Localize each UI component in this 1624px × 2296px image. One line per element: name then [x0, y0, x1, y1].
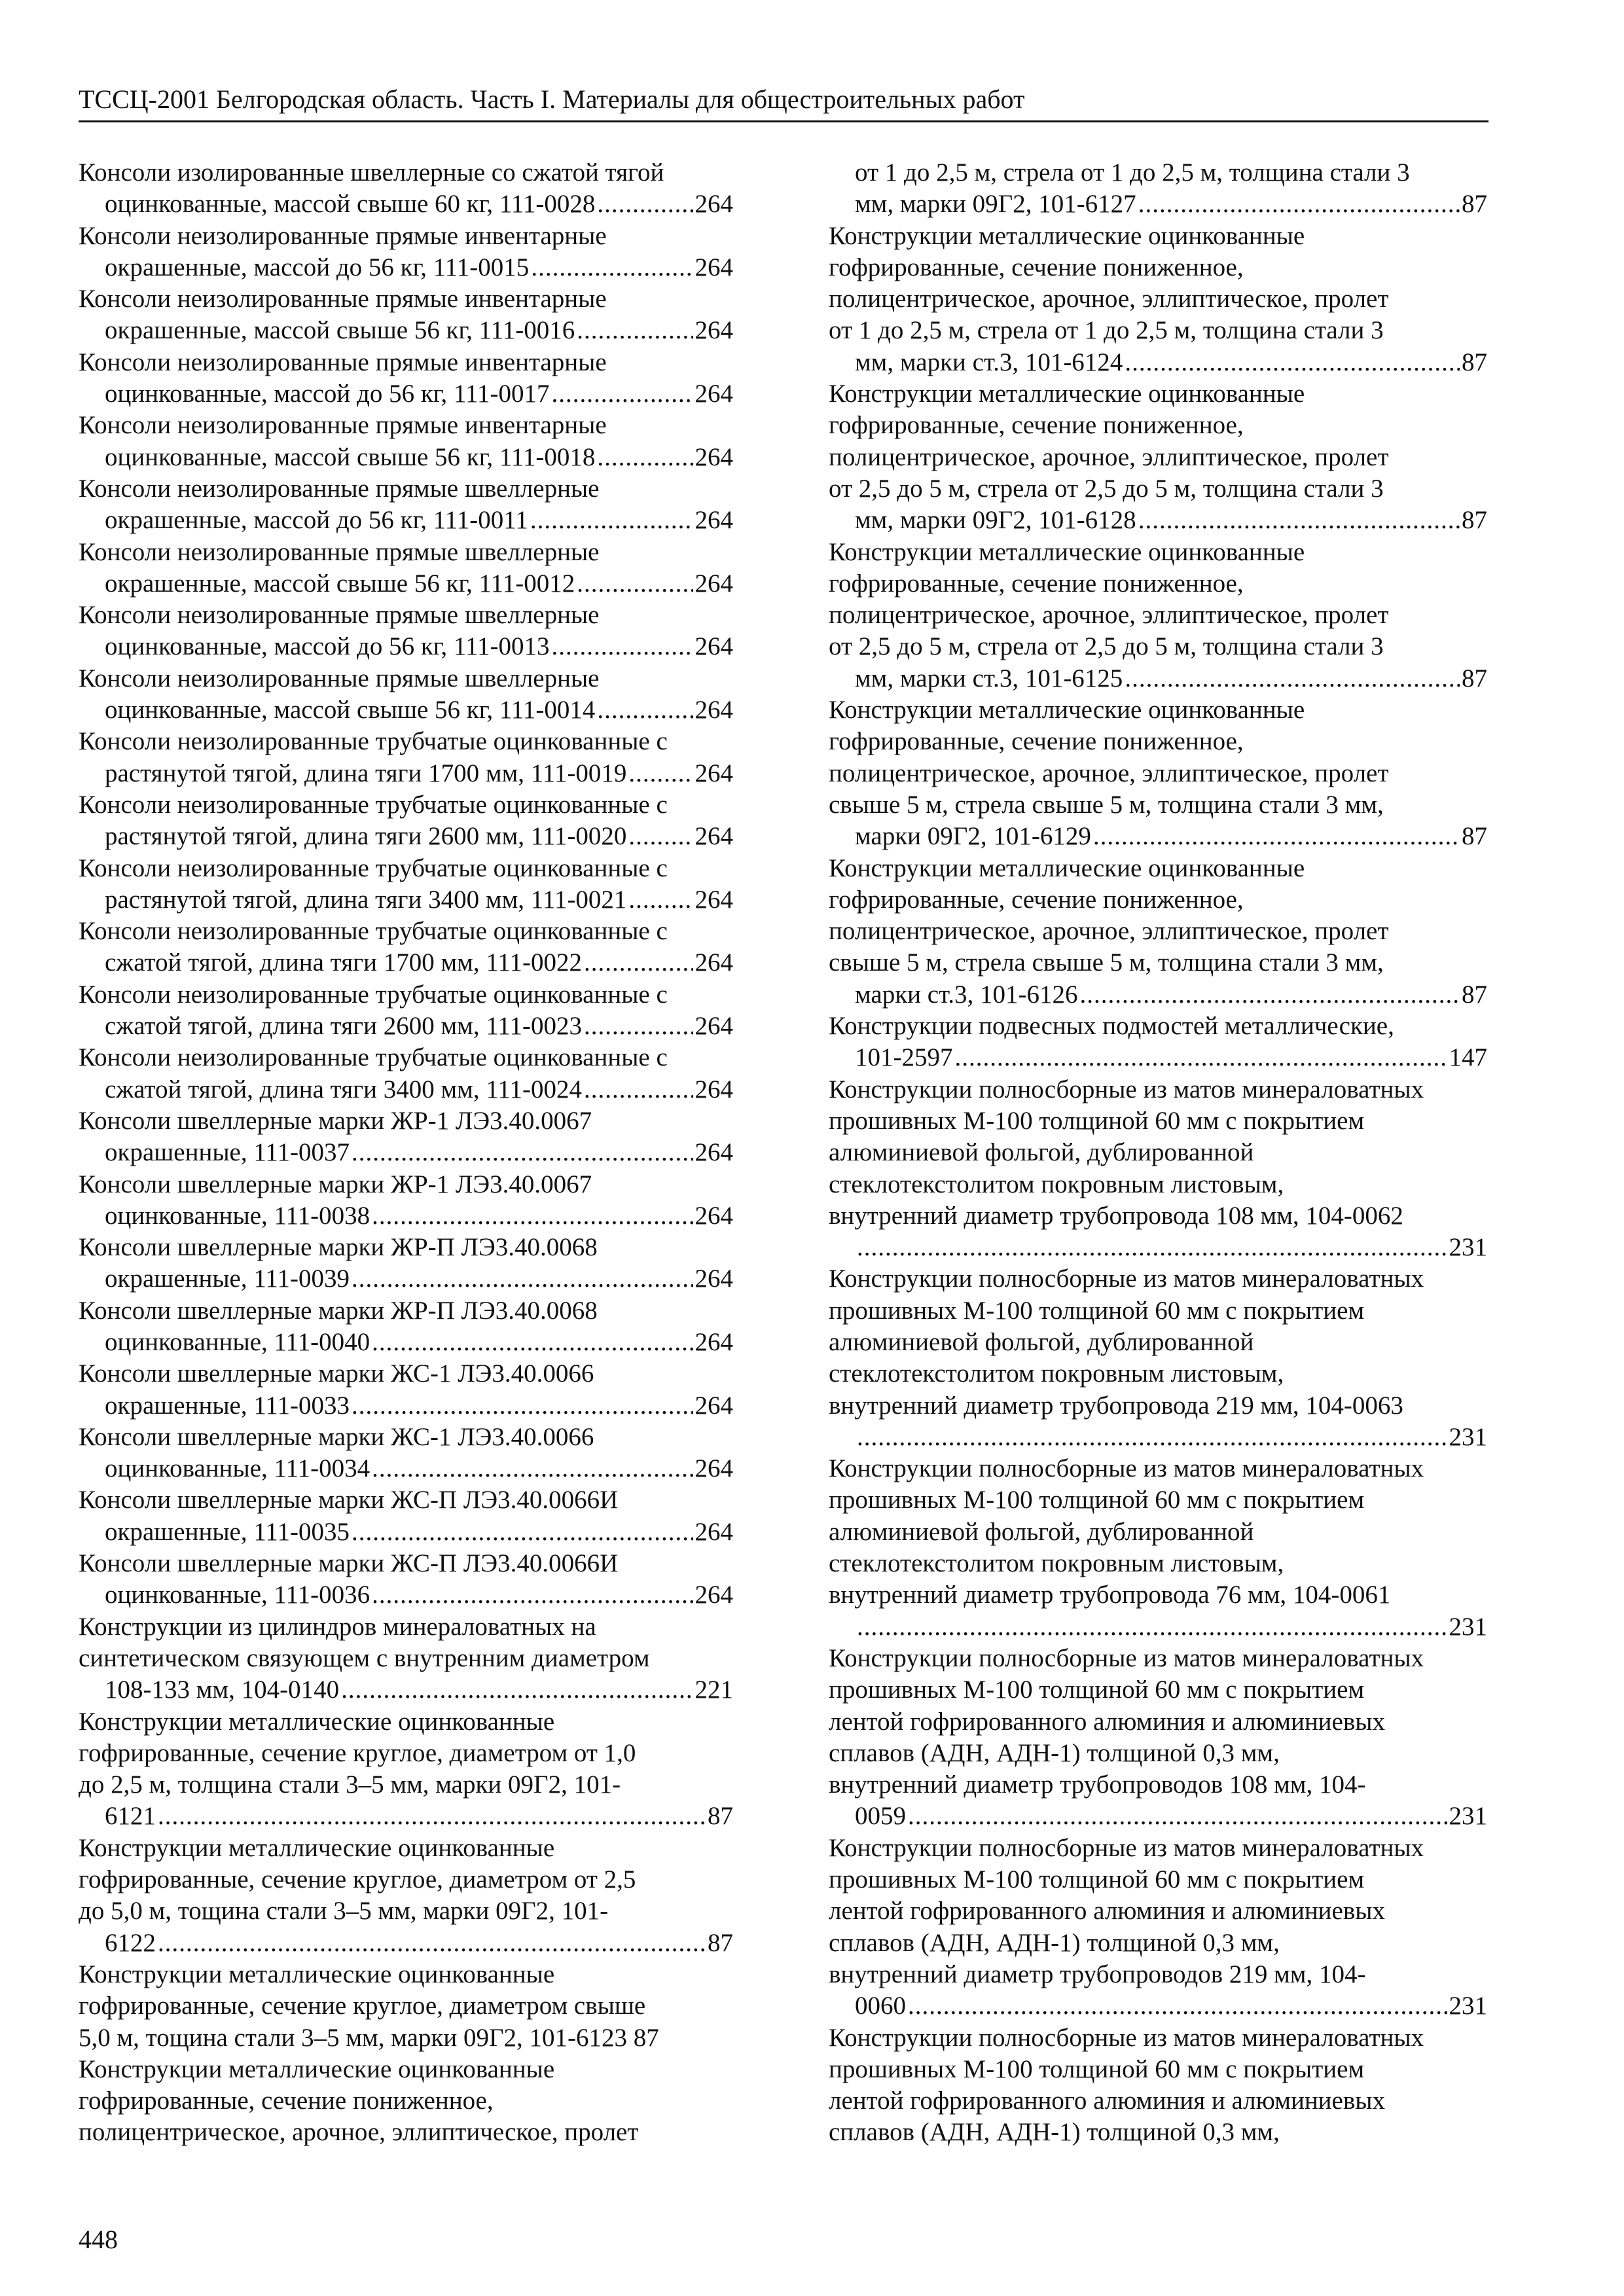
index-entry-line: Консоли неизолированные прямые швеллерные [79, 474, 600, 503]
index-entry-page: 87 [708, 1928, 733, 1957]
index-entry-line: Консоли неизолированные прямые инвентарные [79, 221, 607, 250]
index-entry-leader-line [105, 884, 733, 916]
index-entry-line: Консоли швеллерные марки ЖР-1 ЛЭ3.40.0067 [79, 1106, 592, 1135]
index-entry-line: Консоли швеллерные марки ЖС-П ЛЭ3.40.0066И [79, 1549, 619, 1578]
index-entry-line: Консоли неизолированные прямые швеллерные [79, 664, 600, 692]
index-entry-line: сплавов (АДН, АДН-1) толщиной 0,3 мм, [829, 1738, 1280, 1767]
dot-leader [597, 442, 693, 473]
index-entry-leader-line [105, 1074, 733, 1105]
index-entry-leader-line [105, 1579, 733, 1611]
index-entry [79, 1105, 733, 1169]
index-entry-tail: мм, марки 09Г2, 101-6128 [855, 506, 1136, 535]
dot-leader [1079, 979, 1460, 1011]
index-entry-line: Конструкции подвесных подмостей металлические, [829, 1012, 1394, 1041]
index-entry-line: полицентрическое, арочное, эллиптическое, пролет [829, 285, 1389, 314]
index-entry [829, 378, 1487, 536]
index-entry-leader-line [105, 947, 733, 978]
index-entry-tail: сжатой тягой, длина тяги 1700 мм, 111-0022 [105, 948, 582, 977]
index-entry-line: Конструкции металлические оцинкованные [829, 853, 1305, 882]
index-entry-line: Консоли неизолированные трубчатые оцинкованные с [79, 790, 668, 819]
index-entry [79, 663, 733, 726]
index-entry-page: 264 [695, 1075, 733, 1103]
index-entry-page: 264 [695, 1517, 733, 1546]
index-entry-line: Консоли неизолированные трубчатые оцинкованные с [79, 727, 668, 756]
index-entry-tail: мм, марки ст.3, 101-6125 [855, 664, 1123, 692]
page-number: 448 [79, 2225, 118, 2254]
index-entry-page: 264 [695, 696, 733, 725]
index-entry [79, 347, 733, 410]
index-entry-line: до 2,5 м, толщина стали 3–5 мм, марки 09Г2, 101- [79, 1770, 621, 1799]
dot-leader [1093, 821, 1460, 852]
index-entry-line: полицентрическое, арочное, эллиптическое, пролет [829, 442, 1389, 471]
dot-leader [530, 505, 693, 536]
dot-leader [372, 1327, 693, 1358]
index-entry-leader-line [105, 1390, 733, 1422]
index-entry-line: алюминиевой фольгой, дублированной [829, 1517, 1254, 1546]
index-entry-page: 231 [1449, 1422, 1487, 1451]
index-entry-tail: оцинкованные, массой свыше 56 кг, 111-0018 [105, 442, 596, 471]
index-entry-leader-line [855, 188, 1487, 220]
index-entry-line: внутренний диаметр трубопроводов 108 мм, 104- [829, 1770, 1366, 1799]
index-entry-line: внутренний диаметр трубопровода 219 мм, 104-0063 [829, 1391, 1403, 1420]
index-entry-line: гофрированные, сечение круглое, диаметром от 2,5 [79, 1865, 636, 1894]
dot-leader [857, 1422, 1447, 1453]
index-entry-page: 231 [1449, 1233, 1487, 1262]
dot-leader [857, 1611, 1447, 1643]
index-entry-line: от 2,5 до 5 м, стрела от 2,5 до 5 м, толщина стали 3 [829, 474, 1384, 503]
index-entry [829, 1074, 1487, 1264]
index-column-left [79, 157, 733, 2149]
index-entry-line: прошивных М-100 толщиной 60 мм с покрытием [829, 1106, 1365, 1135]
index-entry [79, 1169, 733, 1232]
index-entry-line: алюминиевой фольгой, дублированной [829, 1327, 1254, 1356]
index-entry-leader-line [105, 1327, 733, 1358]
index-entry-leader-line [855, 979, 1487, 1011]
index-entry-page: 264 [695, 1265, 733, 1293]
index-entry-tail: окрашенные, 111-0035 [105, 1517, 350, 1546]
index-entry-line: Консоли швеллерные марки ЖР-П ЛЭ3.40.0068 [79, 1296, 598, 1325]
dot-leader [352, 1390, 693, 1422]
dot-leader [1138, 505, 1460, 536]
index-entry-line: Консоли швеллерные марки ЖР-1 ЛЭ3.40.0067 [79, 1170, 592, 1198]
dot-leader [908, 1801, 1447, 1832]
dot-leader [552, 631, 693, 662]
index-entry-line: Консоли неизолированные прямые инвентарные [79, 285, 607, 314]
index-entry-page: 264 [695, 442, 733, 471]
index-entry [79, 410, 733, 473]
dot-leader [908, 1990, 1447, 2022]
dot-leader [158, 1928, 706, 1959]
index-entry [79, 1706, 733, 1833]
index-entry-line: Консоли неизолированные трубчатые оцинкованные с [79, 980, 668, 1009]
index-entry [79, 853, 733, 916]
index-entry-line: Консоли швеллерные марки ЖС-П ЛЭ3.40.0066И [79, 1486, 619, 1515]
index-entry-leader-line [105, 1011, 733, 1042]
index-entry-line: гофрированные, сечение пониженное, [829, 411, 1244, 440]
index-entry-tail: сжатой тягой, длина тяги 2600 мм, 111-0023 [105, 1012, 582, 1041]
index-entry-leader-line [105, 1801, 733, 1832]
index-entry-leader-line [105, 631, 733, 662]
index-entry-tail: марки ст.3, 101-6126 [855, 980, 1078, 1009]
index-entry-tail: марки 09Г2, 101-6129 [855, 822, 1091, 851]
index-entry [79, 600, 733, 663]
index-entry-page: 264 [695, 1454, 733, 1483]
index-entry-line: Конструкции полносборные из матов минераловатных [829, 1075, 1424, 1103]
index-entry-tail: окрашенные, 111-0033 [105, 1391, 350, 1420]
dot-leader [628, 884, 693, 916]
index-entry-page: 264 [695, 948, 733, 977]
index-entry-line: гофрированные, сечение пониженное, [829, 253, 1244, 281]
index-entry [79, 1232, 733, 1295]
index-entry-leader-line [105, 378, 733, 410]
dot-leader [597, 694, 693, 726]
index-entry-line: прошивных М-100 толщиной 60 мм с покрытием [829, 1865, 1365, 1894]
dot-leader [955, 1042, 1447, 1073]
index-entry-line: до 5,0 м, тощина стали 3–5 мм, марки 09Г2, 101- [79, 1897, 609, 1926]
index-entry [829, 853, 1487, 1011]
index-entry-line: Конструкции металлические оцинкованные [79, 1833, 555, 1862]
index-entry-line: Консоли неизолированные трубчатые оцинкованные с [79, 1043, 668, 1072]
index-entry-tail: окрашенные, массой до 56 кг, 111-0011 [105, 506, 528, 535]
index-entry-line: полицентрическое, арочное, эллиптическое, пролет [829, 917, 1389, 946]
index-entry [79, 726, 733, 789]
dot-leader [584, 1011, 693, 1042]
index-entry [829, 1263, 1487, 1453]
index-entry-page: 87 [1462, 980, 1487, 1009]
dot-leader [352, 1516, 693, 1548]
dot-leader [158, 1801, 706, 1832]
dot-leader [531, 252, 693, 283]
index-entry-tail: 108-133 мм, 104-0140 [105, 1676, 340, 1704]
index-entry-line: Конструкции металлические оцинкованные [79, 1960, 555, 1988]
index-entry [79, 979, 733, 1043]
index-entry-page: 264 [695, 569, 733, 598]
index-entry [829, 157, 1487, 221]
index-entry [79, 916, 733, 979]
index-entry-line: гофрированные, сечение пониженное, [79, 2087, 494, 2115]
index-entry-line: Консоли швеллерные марки ЖС-1 ЛЭ3.40.0066 [79, 1422, 594, 1451]
index-entry-leader-line [855, 505, 1487, 536]
dot-leader [1125, 663, 1460, 694]
index-entry-page: 264 [695, 380, 733, 408]
dot-leader [584, 1074, 693, 1105]
index-entry-page: 87 [1462, 664, 1487, 692]
index-entry-line: от 2,5 до 5 м, стрела от 2,5 до 5 м, толщина стали 3 [829, 632, 1384, 661]
index-entry-leader-line [105, 1516, 733, 1548]
index-entry-page: 264 [695, 506, 733, 535]
index-entry-tail: растянутой тягой, длина тяги 3400 мм, 111-0021 [105, 885, 627, 914]
index-entry-line: Конструкции полносборные из матов минераловатных [829, 1454, 1424, 1483]
index-entry-line: лентой гофрированного алюминия и алюминиевых [829, 1897, 1385, 1926]
index-entry-leader-line [105, 188, 733, 220]
dot-leader [372, 1453, 693, 1484]
index-entry-page: 264 [695, 885, 733, 914]
index-entry-page: 87 [1462, 190, 1487, 219]
index-entry [79, 157, 733, 221]
index-entry-line: полицентрическое, арочное, эллиптическое, пролет [829, 759, 1389, 787]
index-entry-tail: растянутой тягой, длина тяги 2600 мм, 111-0020 [105, 822, 627, 851]
index-entry-line: Консоли неизолированные прямые инвентарные [79, 348, 607, 376]
index-entry-tail: 0060 [855, 1992, 906, 2020]
index-entry-leader-line [105, 252, 733, 283]
index-entry-line: свыше 5 м, стрела свыше 5 м, толщина стали 3 мм, [829, 948, 1384, 977]
index-entry [79, 1358, 733, 1422]
index-entry-line: Конструкции металлические оцинкованные [79, 2054, 555, 2083]
dot-leader [1125, 347, 1460, 378]
index-entry-leader-line [105, 821, 733, 852]
index-entry-page: 264 [695, 1581, 733, 1609]
index-entry-line: полицентрическое, арочное, эллиптическое, пролет [79, 2118, 639, 2147]
index-entry-leader-line [855, 1042, 1487, 1073]
index-entry-page: 231 [1449, 1992, 1487, 2020]
index-entry-leader-line [855, 821, 1487, 852]
dot-leader [857, 1232, 1447, 1263]
index-entry-leader-line [105, 1453, 733, 1484]
index-entry [829, 1833, 1487, 2022]
index-entry-line: свыше 5 м, стрела свыше 5 м, толщина стали 3 мм, [829, 790, 1384, 819]
index-entry-page: 264 [695, 1327, 733, 1356]
index-entry-tail: окрашенные, массой свыше 56 кг, 111-0016 [105, 316, 575, 345]
index-entry-tail: мм, марки ст.3, 101-6124 [855, 348, 1123, 376]
dot-leader [628, 758, 693, 789]
index-entry-line: Конструкции металлические оцинкованные [829, 537, 1305, 566]
index-entry-line: стеклотекстолитом покровным листовым, [829, 1170, 1284, 1198]
index-entry-tail: окрашенные, 111-0039 [105, 1265, 350, 1293]
index-entry-page: 147 [1449, 1043, 1487, 1072]
index-entry [829, 537, 1487, 694]
index-entry-page: 264 [695, 632, 733, 661]
dot-leader [1138, 188, 1460, 220]
index-entry [829, 1643, 1487, 1833]
index-entry-page: 87 [1462, 348, 1487, 376]
index-entry-tail: растянутой тягой, длина тяги 1700 мм, 111-0019 [105, 759, 627, 787]
index-entry-line: Консоли неизолированные прямые инвентарные [79, 411, 607, 440]
index-entry-leader-line [105, 1674, 733, 1706]
index-entry-leader-line [855, 347, 1487, 378]
index-entry [829, 2022, 1487, 2149]
index-entry-line: гофрированные, сечение круглое, диаметром от 1,0 [79, 1738, 636, 1767]
index-entry-line: прошивных М-100 толщиной 60 мм с покрытием [829, 2054, 1365, 2083]
index-entry-line: Консоли изолированные швеллерные со сжатой тягой [79, 158, 664, 187]
index-entry-line: Конструкции полносборные из матов минераловатных [829, 1265, 1424, 1293]
index-entry-line: гофрированные, сечение круглое, диаметром свыше [79, 1992, 646, 2020]
index-entry-line: Конструкции металлические оцинкованные [829, 380, 1305, 408]
index-entry-leader-line [105, 758, 733, 789]
index-entry [79, 283, 733, 347]
index-entry-line: алюминиевой фольгой, дублированной [829, 1138, 1254, 1167]
index-entry-line: Конструкции металлические оцинкованные [79, 1707, 555, 1736]
running-header: ТССЦ-2001 Белгородская область. Часть I. Материалы для общестроительных работ [79, 84, 1489, 122]
index-entry-line: Конструкции из цилиндров минераловатных на [79, 1612, 596, 1641]
index-entry-leader-line [105, 505, 733, 536]
dot-leader [341, 1674, 693, 1706]
index-entry-line: Консоли швеллерные марки ЖР-П ЛЭ3.40.0068 [79, 1233, 598, 1262]
index-entry [79, 1042, 733, 1105]
index-entry-page: 264 [695, 1138, 733, 1167]
index-entry-leader-line [105, 1200, 733, 1232]
index-entry-leader-line [105, 1137, 733, 1168]
index-entry-leader-line [105, 315, 733, 346]
index-entry-tail: окрашенные, массой до 56 кг, 111-0015 [105, 253, 530, 281]
index-entry [79, 1548, 733, 1611]
dot-leader [577, 315, 693, 346]
index-entry-leader-line [855, 1801, 1487, 1832]
dot-leader [352, 1137, 693, 1168]
index-entry-page: 87 [1462, 822, 1487, 851]
index-entry [79, 1484, 733, 1548]
index-entry-tail: оцинкованные, массой свыше 60 кг, 111-0028 [105, 190, 596, 219]
index-entry [829, 1453, 1487, 1643]
index-entry-page: 264 [695, 316, 733, 345]
index-entry-tail: оцинкованные, 111-0038 [105, 1201, 370, 1230]
index-entry [829, 1011, 1487, 1074]
index-entry-leader-line [855, 1232, 1487, 1263]
index-entry-line: внутренний диаметр трубопроводов 219 мм, 104- [829, 1960, 1366, 1988]
dot-leader [628, 821, 693, 852]
index-entry-line: Конструкции полносборные из матов минераловатных [829, 1833, 1424, 1862]
dot-leader [552, 378, 693, 410]
index-entry-page: 221 [695, 1676, 733, 1704]
index-entry-line: прошивных М-100 толщиной 60 мм с покрытием [829, 1676, 1365, 1704]
index-entry [79, 1833, 733, 1959]
index-entry-line: от 1 до 2,5 м, стрела от 1 до 2,5 м, толщина стали 3 [829, 316, 1384, 345]
index-entry-line: стеклотекстолитом покровным листовым, [829, 1359, 1284, 1388]
index-entry-page: 264 [695, 822, 733, 851]
index-entry-page: 87 [1462, 506, 1487, 535]
index-entry-line: лентой гофрированного алюминия и алюминиевых [829, 1707, 1385, 1736]
index-entry-tail: оцинкованные, массой до 56 кг, 111-0013 [105, 632, 550, 661]
index-entry [79, 537, 733, 600]
dot-leader [577, 568, 693, 600]
index-entry [79, 789, 733, 853]
index-entry-line: гофрированные, сечение пониженное, [829, 885, 1244, 914]
index-entry-leader-line [105, 568, 733, 600]
index-entry [79, 473, 733, 537]
index-entry-line: гофрированные, сечение пониженное, [829, 569, 1244, 598]
dot-leader [372, 1579, 693, 1611]
index-entry-page: 264 [695, 1391, 733, 1420]
index-entry-line: внутренний диаметр трубопровода 108 мм, 104-0062 [829, 1201, 1403, 1230]
index-entry-page: 264 [695, 1012, 733, 1041]
index-entry-page: 264 [695, 190, 733, 219]
index-entry-leader-line [105, 694, 733, 726]
index-entry [79, 1611, 733, 1706]
index-entry-page: 231 [1449, 1612, 1487, 1641]
index-entry-tail: сжатой тягой, длина тяги 3400 мм, 111-0024 [105, 1075, 582, 1103]
index-entry [79, 1959, 733, 2054]
index-entry-line: Консоли неизолированные трубчатые оцинкованные с [79, 853, 668, 882]
index-entry-page: 264 [695, 253, 733, 281]
index-entry-page: 264 [695, 1201, 733, 1230]
index-entry-line: 5,0 м, тощина стали 3–5 мм, марки 09Г2, 101-6123 87 [79, 2023, 659, 2052]
index-entry-line: Консоли неизолированные прямые швеллерные [79, 601, 600, 630]
index-entry [829, 221, 1487, 378]
index-entry-line: Конструкции металлические оцинкованные [829, 221, 1305, 250]
index-entry [79, 2054, 733, 2149]
index-entry-tail: оцинкованные, 111-0036 [105, 1581, 370, 1609]
index-entry-tail: оцинкованные, 111-0040 [105, 1327, 370, 1356]
index-entry-leader-line [855, 663, 1487, 694]
index-entry-tail: 0059 [855, 1802, 906, 1831]
index-entry-leader-line [105, 1263, 733, 1295]
index-entry-line: прошивных М-100 толщиной 60 мм с покрытием [829, 1296, 1365, 1325]
index-entry-leader-line [105, 1928, 733, 1959]
index-entry-line: полицентрическое, арочное, эллиптическое, пролет [829, 601, 1389, 630]
index-entry-tail: 6122 [105, 1928, 156, 1957]
index-entry-leader-line [855, 1611, 1487, 1643]
index-entry-leader-line [855, 1990, 1487, 2022]
index-column-right [829, 157, 1487, 2149]
index-entry-leader-line [855, 1422, 1487, 1453]
index-entry-line: от 1 до 2,5 м, стрела от 1 до 2,5 м, толщина стали 3 [855, 158, 1410, 187]
dot-leader [372, 1200, 693, 1232]
index-entry-line: Конструкции полносборные из матов минераловатных [829, 2023, 1424, 2052]
index-entry-tail: окрашенные, массой свыше 56 кг, 111-0012 [105, 569, 575, 598]
index-entry-leader-line [105, 442, 733, 473]
index-entry-line: сплавов (АДН, АДН-1) толщиной 0,3 мм, [829, 2118, 1280, 2147]
dot-leader [352, 1263, 693, 1295]
index-entry-line: синтетическом связующем с внутренним диаметром [79, 1643, 650, 1672]
index-entry-line: Консоли неизолированные прямые швеллерные [79, 537, 600, 566]
index-entry-tail: мм, марки 09Г2, 101-6127 [855, 190, 1136, 219]
index-entry-line: сплавов (АДН, АДН-1) толщиной 0,3 мм, [829, 1928, 1280, 1957]
index-entry-page: 264 [695, 759, 733, 787]
dot-leader [584, 947, 693, 978]
index-entry-page: 87 [708, 1802, 733, 1831]
index-entry-tail: оцинкованные, массой до 56 кг, 111-0017 [105, 380, 550, 408]
index-entry [79, 1422, 733, 1485]
index-entry-line: лентой гофрированного алюминия и алюминиевых [829, 2087, 1385, 2115]
index-entry-line: внутренний диаметр трубопровода 76 мм, 104-0061 [829, 1581, 1391, 1609]
index-entry-tail: оцинкованные, 111-0034 [105, 1454, 370, 1483]
index-entry [79, 1295, 733, 1359]
index-entry-line: Консоли швеллерные марки ЖС-1 ЛЭ3.40.0066 [79, 1359, 594, 1388]
index-entry-tail: 101-2597 [855, 1043, 953, 1072]
index-entry-page: 231 [1449, 1802, 1487, 1831]
dot-leader [597, 188, 693, 220]
index-entry-line: Конструкции полносборные из матов минераловатных [829, 1643, 1424, 1672]
index-entry-tail: оцинкованные, массой свыше 56 кг, 111-0014 [105, 696, 596, 725]
index-entry-line: Консоли неизолированные трубчатые оцинкованные с [79, 917, 668, 946]
index-entry [829, 694, 1487, 852]
index-entry-line: Конструкции металлические оцинкованные [829, 696, 1305, 725]
index-entry-tail: окрашенные, 111-0037 [105, 1138, 350, 1167]
index-entry-line: прошивных М-100 толщиной 60 мм с покрытием [829, 1486, 1365, 1515]
index-entry-tail: 6121 [105, 1802, 156, 1831]
index-entry [79, 221, 733, 284]
index-entry-line: гофрированные, сечение пониженное, [829, 727, 1244, 756]
index-entry-line: стеклотекстолитом покровным листовым, [829, 1549, 1284, 1578]
